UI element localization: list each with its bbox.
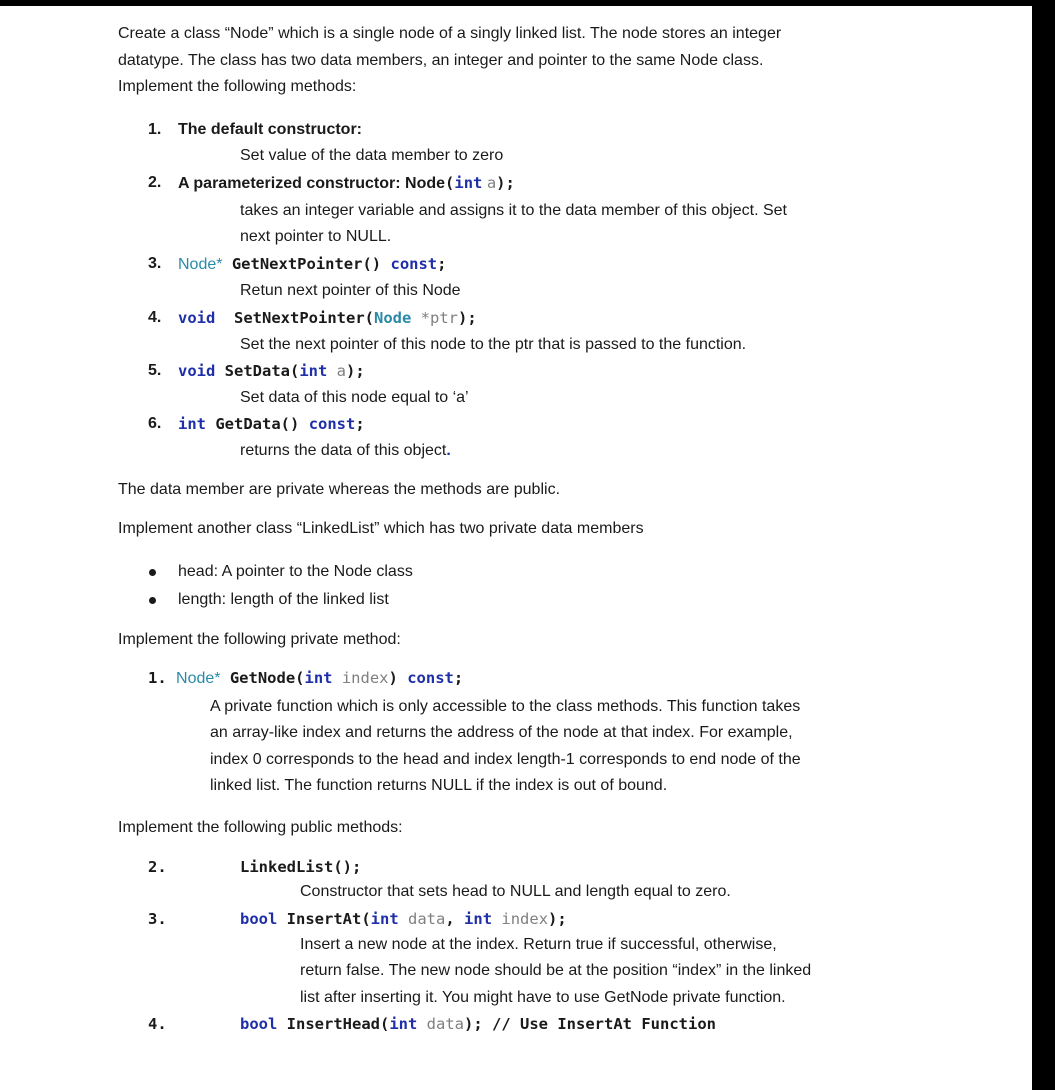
public-method-4-comment: // Use InsertAt Function: [492, 1015, 716, 1033]
public-method-3-keyword-2: int: [370, 910, 399, 928]
method-6-keyword: int: [178, 415, 206, 433]
method-2-paren: (: [445, 174, 455, 192]
public-method-3-desc-3: list after inserting it. You might have to use GetNode private function.: [300, 989, 786, 1006]
public-method-3-sep: ,: [445, 910, 455, 928]
method-2-number: 2.: [148, 174, 162, 191]
public-method-3-tail: );: [548, 910, 567, 928]
private-method-desc-2: an array-like index and returns the address of the node at that index. For example,: [210, 724, 793, 741]
private-method-keyword: int: [304, 669, 333, 687]
private-method-number: 1.: [148, 669, 167, 687]
intro-line-1: Create a class “Node” which is a single node of a singly linked list. The node stores an integer: [118, 25, 782, 42]
method-2-signature: [178, 173, 515, 194]
method-6-number: 6.: [148, 415, 162, 432]
private-method-name: GetNode(: [229, 669, 305, 687]
public-method-3-desc-1: Insert a new node at the index. Return true if successful, otherwise,: [300, 936, 777, 953]
method-5-desc: Set data of this node equal to ‘a’: [240, 389, 469, 406]
private-method-desc-1: A private function which is only accessible to the class methods. This function takes: [210, 698, 801, 715]
method-6-tail: ;: [355, 415, 365, 433]
method-5-number: 5.: [148, 362, 162, 379]
public-method-3-param: data: [408, 910, 446, 928]
method-2-param: a: [486, 174, 497, 192]
bullet-item-head: head: A pointer to the Node class: [178, 563, 413, 580]
method-3-name: GetNextPointer(): [231, 255, 382, 273]
method-6-signature: [178, 414, 365, 434]
method-3-tail: ;: [437, 255, 447, 273]
method-2-keyword: int: [454, 174, 483, 192]
public-heading: Implement the following public methods:: [118, 819, 403, 836]
document-page: [0, 6, 1032, 1090]
public-method-3-number: 3.: [148, 910, 167, 928]
public-method-4-keyword: bool: [240, 1015, 278, 1033]
method-4-tail: );: [457, 309, 477, 327]
method-2-desc-2: next pointer to NULL.: [240, 228, 392, 245]
method-6-desc-text: returns the data of this object: [240, 442, 447, 459]
private-method-param: index: [341, 669, 389, 687]
public-method-3-desc-2: return false. The new node should be at the position “index” in the linked: [300, 962, 812, 979]
method-4-number: 4.: [148, 309, 162, 326]
method-1-title: The default constructor:: [178, 121, 363, 138]
paragraph-linkedlist: Implement another class “LinkedList” which has two private data members: [118, 520, 644, 537]
method-6-desc-period: .: [446, 442, 451, 459]
method-3-desc: Retun next pointer of this Node: [240, 282, 461, 299]
private-method-tail: ;: [453, 669, 464, 687]
bullet-item-length: length: length of the linked list: [178, 591, 389, 608]
public-method-4-signature: [240, 1014, 716, 1034]
bullet-dot: [149, 569, 156, 576]
method-3-type: Node*: [178, 256, 223, 273]
method-4-signature: [178, 308, 477, 328]
intro-line-2: datatype. The class has two data members, an integer and pointer to the same Node class.: [118, 52, 764, 69]
public-method-3-signature: [240, 909, 567, 929]
method-4-param: *ptr: [420, 309, 458, 327]
method-1-desc: Set value of the data member to zero: [240, 147, 504, 164]
public-method-4-keyword-2: int: [389, 1015, 418, 1033]
public-method-3-keyword-3: int: [464, 910, 493, 928]
method-2-tail: );: [496, 174, 515, 192]
private-heading: Implement the following private method:: [118, 631, 401, 648]
method-3-signature: [178, 254, 447, 275]
public-method-3-param-2: index: [501, 910, 549, 928]
method-3-number: 3.: [148, 255, 162, 272]
method-5-tail: );: [346, 362, 365, 380]
public-method-3-name: InsertAt(: [286, 910, 371, 928]
public-method-4-number: 4.: [148, 1015, 167, 1033]
public-method-2-code: LinkedList();: [240, 858, 362, 876]
intro-line-3: Implement the following methods:: [118, 78, 357, 95]
bullet-dot: [149, 597, 156, 604]
method-1-number: 1.: [148, 121, 162, 138]
method-2-desc-1: takes an integer variable and assigns it to the data member of this object. Set: [240, 202, 787, 219]
method-4-desc: Set the next pointer of this node to the ptr that is passed to the function.: [240, 336, 747, 353]
method-5-keyword-2: int: [299, 362, 328, 380]
public-method-4-name: InsertHead(: [286, 1015, 390, 1033]
private-method-const: const: [407, 669, 454, 687]
method-5-name: SetData(: [224, 362, 300, 380]
private-method-type: Node*: [176, 670, 221, 687]
paragraph-access: The data member are private whereas the methods are public.: [118, 481, 561, 498]
method-6-desc: [240, 441, 451, 461]
method-5-param: a: [336, 362, 347, 380]
private-method-paren: ): [388, 669, 398, 687]
method-5-keyword: void: [178, 362, 216, 380]
method-3-keyword: const: [390, 255, 438, 273]
method-4-type: Node: [373, 309, 412, 327]
private-method-desc-3: index 0 corresponds to the head and index length-1 corresponds to end node of the: [210, 751, 801, 768]
public-method-3-keyword: bool: [240, 910, 278, 928]
public-method-4-param: data: [426, 1015, 464, 1033]
public-method-2-desc: Constructor that sets head to NULL and length equal to zero.: [300, 883, 731, 900]
method-4-name: SetNextPointer(: [234, 309, 374, 327]
public-method-2-number: 2.: [148, 858, 167, 876]
method-4-keyword: void: [178, 309, 216, 327]
method-5-signature: [178, 361, 365, 381]
method-2-title: A parameterized constructor: Node: [178, 175, 446, 192]
method-6-name: GetData(): [215, 415, 300, 433]
public-method-4-tail: );: [464, 1015, 483, 1033]
private-method-signature: [148, 668, 463, 689]
private-method-desc-4: linked list. The function returns NULL if the index is out of bound.: [210, 777, 668, 794]
method-6-keyword-2: const: [308, 415, 356, 433]
